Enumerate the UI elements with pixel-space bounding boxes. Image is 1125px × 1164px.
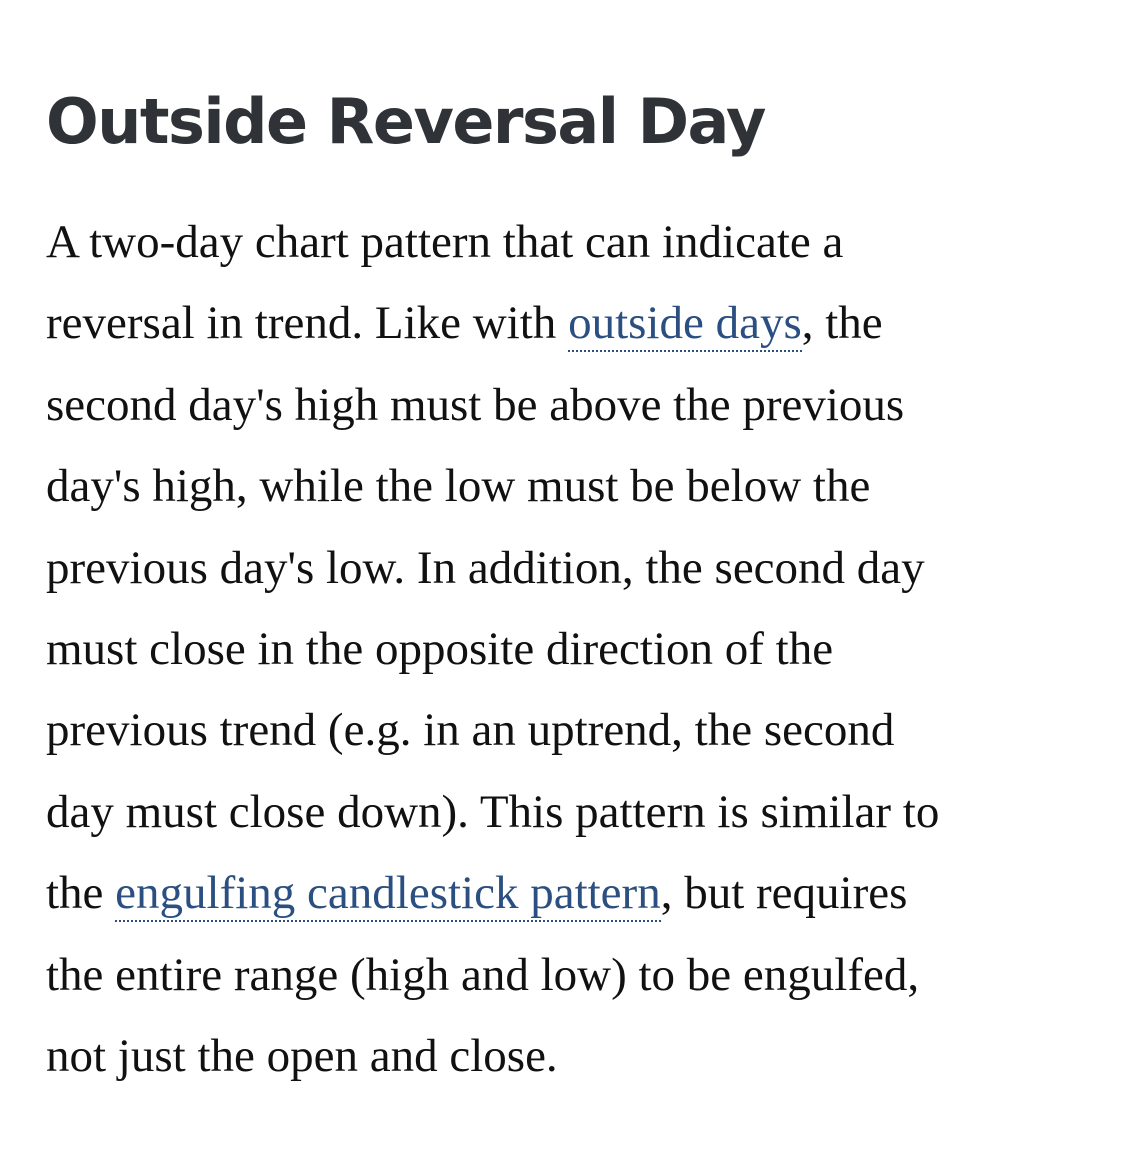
engulfing-candlestick-pattern-link[interactable]: engulfing candlestick pattern xyxy=(115,867,661,922)
definition-text: , but requires xyxy=(660,867,908,920)
definition-text: not just the open and close. xyxy=(46,1030,558,1083)
definition-text: reversal in trend. Like with xyxy=(46,297,569,350)
definition-text: day's high, while the low must be below the xyxy=(46,460,871,513)
definition-text: A two-day chart pattern that can indicate a xyxy=(46,216,844,268)
definition-line xyxy=(46,202,1086,283)
definition-text: second day's high must be above the previous xyxy=(46,378,905,431)
definition-text: , the xyxy=(801,297,883,350)
entry-title: Outside Reversal Day xyxy=(46,85,765,158)
definition-line xyxy=(46,365,1086,446)
definition-line xyxy=(46,609,1086,690)
definition-line xyxy=(46,853,1086,934)
definition-line xyxy=(46,446,1086,527)
entry-definition xyxy=(46,202,1086,1097)
definition-text: previous day's low. In addition, the second day xyxy=(46,541,925,594)
definition-text: the xyxy=(46,867,116,920)
definition-line xyxy=(46,690,1086,771)
definition-line xyxy=(46,772,1086,853)
glossary-entry xyxy=(46,78,1086,1097)
definition-text: must close in the opposite direction of the xyxy=(46,623,834,676)
definition-text: the entire range (high and low) to be engulfed, xyxy=(46,948,920,1001)
outside-days-link[interactable]: outside days xyxy=(568,297,802,352)
definition-text: previous trend (e.g. in an uptrend, the second xyxy=(46,704,895,757)
definition-line xyxy=(46,1016,1086,1097)
definition-line xyxy=(46,935,1086,1016)
definition-line xyxy=(46,528,1086,609)
definition-text: day must close down). This pattern is similar to xyxy=(46,785,940,838)
definition-line xyxy=(46,283,1086,364)
